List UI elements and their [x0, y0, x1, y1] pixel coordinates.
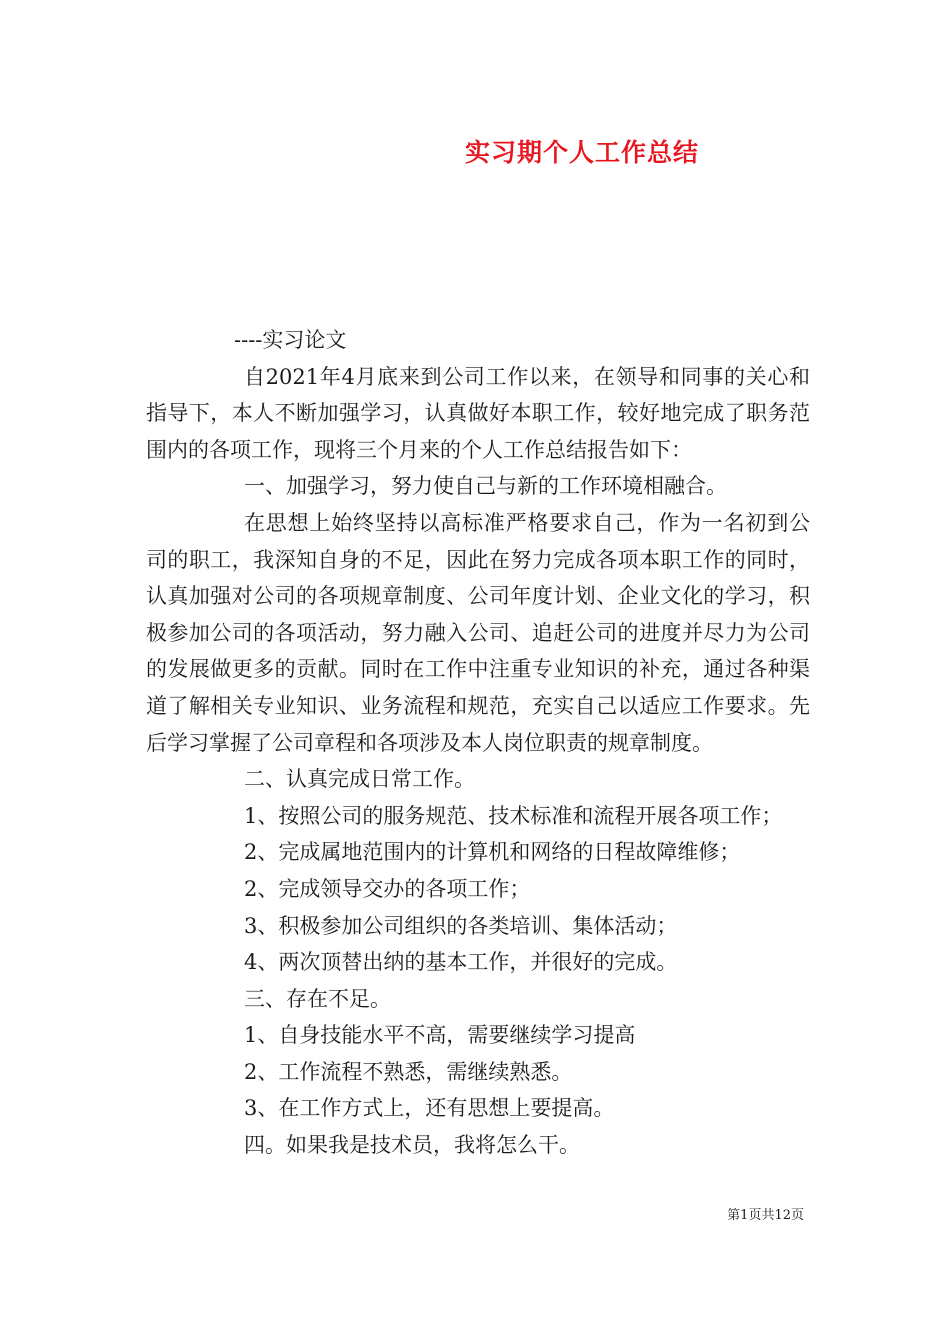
section-heading-1: 一、加强学习，努力使自己与新的工作环境相融合。	[244, 474, 727, 499]
list-item: 3、在工作方式上，还有思想上要提高。	[244, 1096, 615, 1121]
page-number: 第1页共12页	[727, 1208, 804, 1223]
list-item: 1、自身技能水平不高，需要继续学习提高	[244, 1023, 636, 1048]
list-item: 2、完成属地范围内的计算机和网络的日程故障维修；	[244, 840, 741, 865]
list-item: 2、工作流程不熟悉，需继续熟悉。	[244, 1059, 573, 1084]
list-item: 2、完成领导交办的各项工作；	[244, 876, 531, 901]
section-heading-2: 二、认真完成日常工作。	[244, 767, 475, 792]
section-heading-3: 三、存在不足。	[244, 986, 391, 1011]
document-subtitle: ----实习论文	[234, 328, 347, 352]
document-title: 实习期个人工作总结	[464, 138, 699, 167]
list-item: 3、积极参加公司组织的各类培训、集体活动；	[244, 913, 678, 938]
list-item: 4、两次顶替出纳的基本工作，并很好的完成。	[244, 950, 678, 975]
section-heading-4: 四。如果我是技术员，我将怎么干。	[244, 1133, 580, 1158]
paragraph-intro: 自2021年4月底来到公司工作以来，在领导和同事的关心和指导下，本人不断加强学习，认真做好本职工作，较好地完成了职务范围内的各项工作，现将三个月来的个人工作总结报告如下：	[146, 364, 810, 462]
paragraph-study: 在思想上始终坚持以高标准严格要求自己，作为一名初到公司的职工，我深知自身的不足，因此在努力完成各项本职工作的同时，认真加强对公司的各项规章制度、公司年度计划、企业文化的学习，积极参加公司的各项活动，努力融入公司、追赶公司的进度并尽力为公司的发展做更多的贡献。同时在工作中注重专业知识的补充，通过各种渠道了解相关专业知识、业务流程和规范，充实自己以适应工作要求。先后学习掌握了公司章程和各项涉及本人岗位职责的规章制度。	[146, 510, 810, 755]
list-item: 1、按照公司的服务规范、技术标准和流程开展各项工作；	[244, 803, 783, 828]
document-body	[146, 322, 810, 1164]
